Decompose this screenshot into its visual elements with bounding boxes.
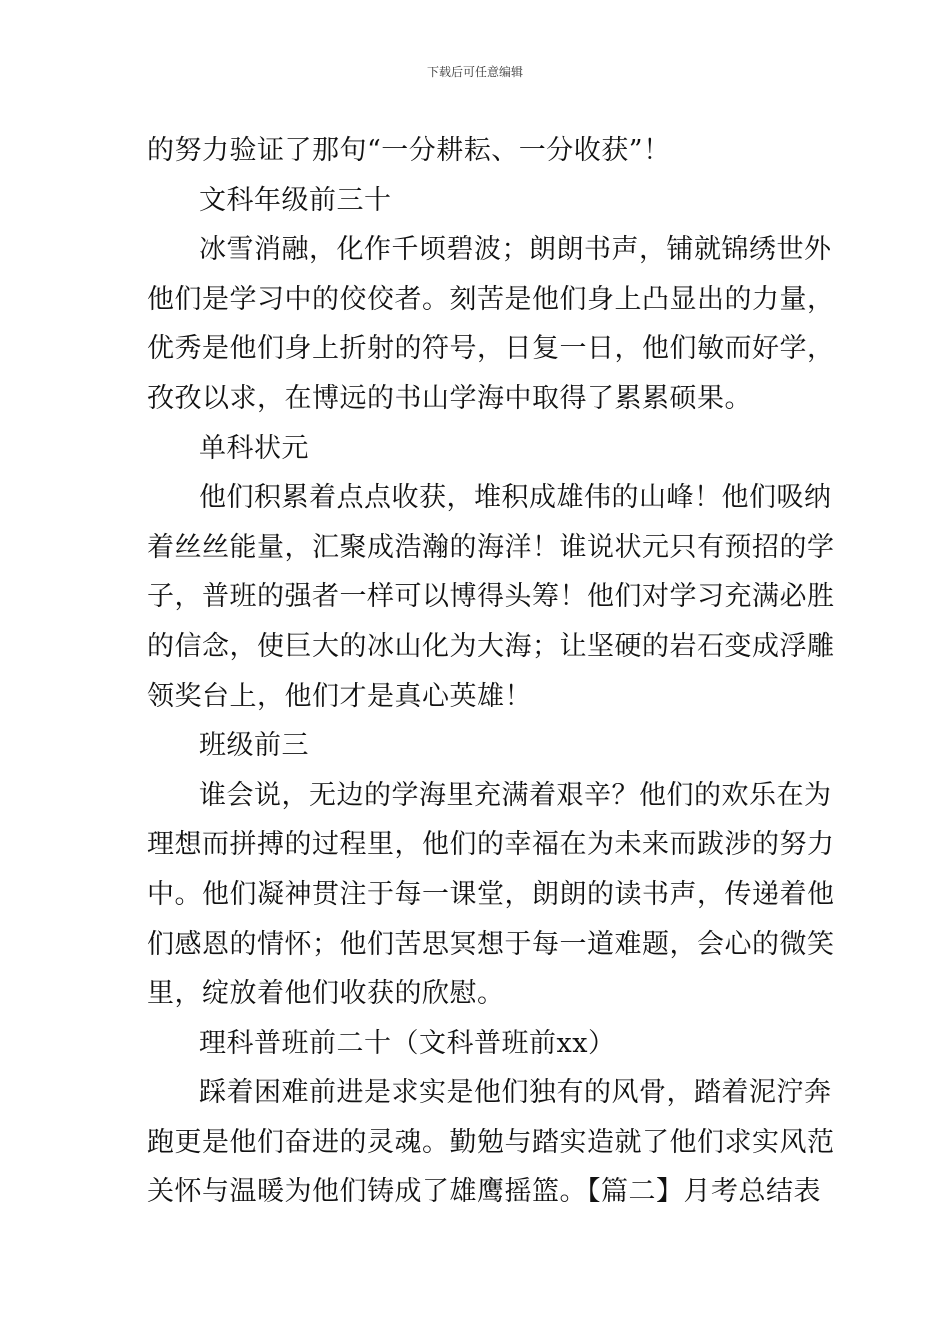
text-line: 谁会说，无边的学海里充满着艰辛？他们的欢乐在为 xyxy=(199,779,832,811)
page-header: 下载后可任意编辑 xyxy=(426,65,523,79)
text-line: 冰雪消融，化作千顷碧波；朗朗书声，铺就锦绣世外 xyxy=(199,234,832,266)
text-line: 的努力验证了那句“一分耕耘、一分收获”！ xyxy=(147,135,671,166)
text-line: 优秀是他们身上折射的符号，日复一日，他们敏而好学， xyxy=(147,333,835,365)
text-line: 领奖台上，他们才是真心英雄！ xyxy=(147,680,532,712)
text-line: 子，普班的强者一样可以博得头筹！他们对学习充满必胜 xyxy=(147,581,835,613)
text-line: 着丝丝能量，汇聚成浩瀚的海洋！谁说状元只有预招的学 xyxy=(147,531,835,563)
text-line: 的信念，使巨大的冰山化为大海；让坚硬的岩石变成浮雕 xyxy=(147,630,835,662)
document-body xyxy=(147,126,835,1217)
text-line: 关怀与温暖为他们铸成了雄鹰摇篮。【篇二】月考总结表 xyxy=(147,1176,821,1208)
text-line: 他们积累着点点收获，堆积成雄伟的山峰！他们吸纳 xyxy=(199,482,832,514)
text-line: 踩着困难前进是求实是他们独有的风骨，踏着泥泞奔 xyxy=(199,1077,832,1109)
text-line: 中。他们凝神贯注于每一课堂，朗朗的读书声，传递着他 xyxy=(147,878,835,910)
text-line: 们感恩的情怀；他们苦思冥想于每一道难题，会心的微笑 xyxy=(147,928,835,960)
text-line: 理想而拼搏的过程里，他们的幸福在为未来而跋涉的努力 xyxy=(147,829,835,861)
section-heading: 班级前三 xyxy=(199,730,309,762)
section-heading: 文科年级前三十 xyxy=(199,184,392,216)
text-line: 里，绽放着他们收获的欣慰。 xyxy=(147,978,505,1010)
text-line: 他们是学习中的佼佼者。刻苦是他们身上凸显出的力量， xyxy=(147,283,835,315)
section-heading: 单科状元 xyxy=(199,432,309,464)
section-heading: 理科普班前二十（文科普班前xx） xyxy=(199,1027,616,1059)
text-line: 跑更是他们奋进的灵魂。勤勉与踏实造就了他们求实风范 xyxy=(147,1126,835,1158)
text-line: 孜孜以求，在博远的书山学海中取得了累累硕果。 xyxy=(147,382,752,414)
